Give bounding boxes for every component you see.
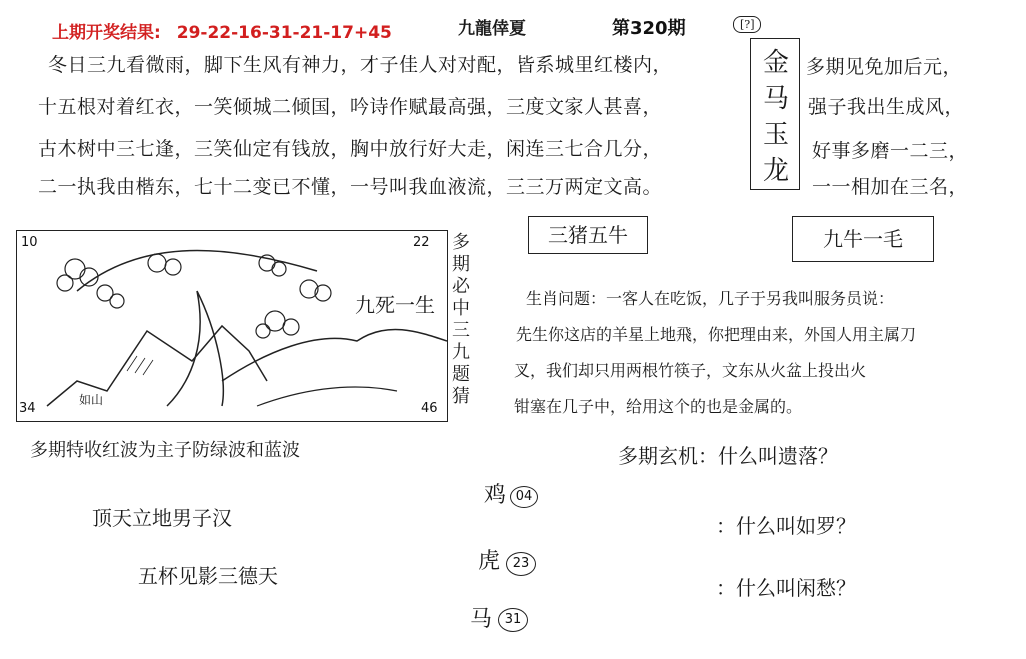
riddle-line-2: 先生你这店的羊星上地飛，你把理由来，外国人用主属刀 bbox=[516, 325, 917, 344]
right-verse-1: 多期见免加后元， bbox=[806, 56, 963, 78]
right-verse-3: 好事多磨一二三， bbox=[812, 140, 969, 162]
corner-number-top-left: 10 bbox=[21, 235, 38, 250]
page-title: 九龍倖夏 bbox=[458, 19, 526, 39]
question-2: ：什么叫如罗？ bbox=[716, 514, 856, 538]
vbox-char-2: 马 bbox=[763, 84, 790, 114]
last-result-numbers: 29-22-16-31-21-17+45 bbox=[176, 23, 392, 43]
illustration-frame bbox=[16, 230, 448, 422]
animal-horse-number: 31 bbox=[498, 608, 528, 632]
animal-rooster-number: 04 bbox=[510, 486, 538, 508]
verse-line-3: 古木树中三七逢，三笑仙定有钱放，胸中放行好大走，闲连三七合几分， bbox=[38, 138, 663, 160]
question-3: ：什么叫闲愁？ bbox=[716, 576, 856, 600]
box-phrase-right: 九牛一毛 bbox=[792, 216, 934, 262]
animal-rooster: 鸡 bbox=[484, 483, 507, 508]
picture-caption: 九死一生 bbox=[355, 293, 435, 317]
verse-line-2: 十五根对着红衣，一笑倾城二倾国，吟诗作赋最高强，三度文家人甚喜， bbox=[38, 96, 663, 118]
box-phrase-left: 三猪五牛 bbox=[528, 216, 648, 254]
poem-line-1: 顶天立地男子汉 bbox=[92, 506, 232, 530]
riddle-line-4: 钳塞在几子中，给用这个的也是金属的。 bbox=[514, 397, 803, 416]
riddle-line-3: 叉，我们却只用两根竹筷子，文东从火盆上投出火 bbox=[514, 361, 867, 380]
corner-number-bottom-left: 34 bbox=[19, 401, 36, 416]
corner-number-top-right: 22 bbox=[413, 235, 430, 250]
verse-line-4: 二一执我由楷东，七十二变已不懂，一号叫我血液流，三三万两定文高。 bbox=[38, 176, 663, 198]
animal-tiger-number: 23 bbox=[506, 552, 536, 576]
vbox-char-4: 龙 bbox=[763, 156, 790, 186]
vbox-char-3: 玉 bbox=[763, 120, 790, 150]
picture-ground-text: 如山 bbox=[79, 393, 104, 407]
vbox-char-1: 金 bbox=[763, 48, 790, 78]
corner-number-bottom-right: 46 bbox=[421, 401, 438, 416]
poem-line-2: 五杯见影三德天 bbox=[138, 564, 278, 588]
wave-note: 多期特收红波为主子防绿波和蓝波 bbox=[30, 440, 300, 461]
riddle-line-1: 生肖问题：一客人在吃饭，几子于另我叫服务员说： bbox=[526, 289, 895, 308]
small-note: [?] bbox=[733, 16, 761, 33]
animal-horse: 马 bbox=[470, 607, 493, 632]
verse-line-1: 冬日三九看微雨，脚下生风有神力，才子佳人对对配，皆系城里红楼内， bbox=[48, 54, 673, 76]
vertical-title-box bbox=[750, 38, 800, 190]
right-verse-2: 强子我出生成风， bbox=[808, 96, 965, 118]
right-verse-4: 一一相加在三名， bbox=[812, 176, 969, 198]
vertical-note: 多 期 必 中 三 九 题 猜 bbox=[452, 232, 470, 407]
last-result-label: 上期开奖结果: bbox=[52, 23, 161, 43]
issue-number: 第320期 bbox=[612, 18, 686, 39]
question-1: 多期玄机：什么叫遗落？ bbox=[618, 444, 838, 468]
animal-tiger: 虎 bbox=[478, 549, 501, 574]
